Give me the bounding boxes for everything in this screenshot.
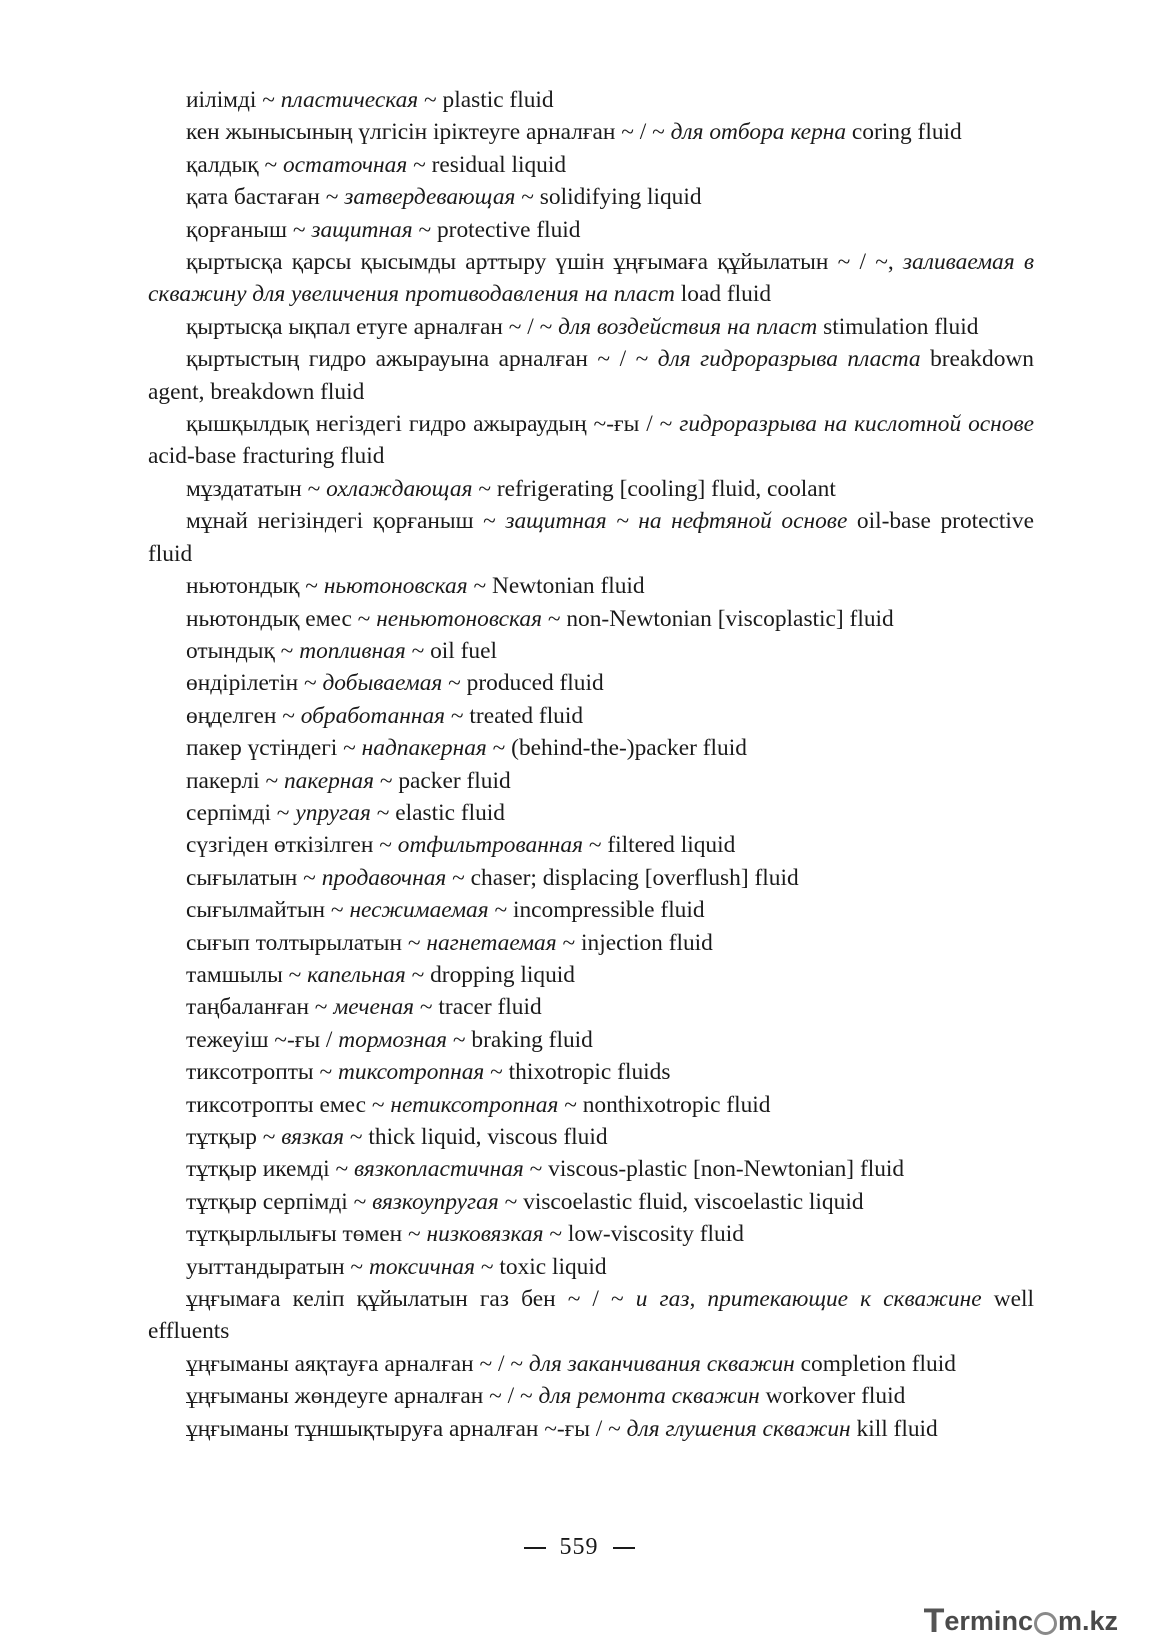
entry-kazakh: қорғаныш ~: [186, 216, 306, 243]
entry-kazakh: пакер үстіндегі ~: [186, 735, 356, 762]
entry-english: ~ toxic liquid: [480, 1253, 607, 1280]
dictionary-entry: [148, 1283, 1034, 1348]
dictionary-entry: [148, 1056, 1034, 1088]
dictionary-entry: [148, 1251, 1034, 1283]
entry-russian: тиксотропная: [338, 1059, 485, 1086]
entry-english: ~ tracer fluid: [419, 994, 542, 1021]
entry-kazakh: ұңғыманы жөндеуге арналған ~ / ~: [186, 1383, 533, 1410]
entry-russian: затвердевающая: [344, 184, 516, 211]
entry-english: ~ residual liquid: [413, 151, 567, 178]
dictionary-entry: [148, 570, 1034, 602]
entry-russian: вязкопластичная: [354, 1156, 524, 1183]
entry-russian: и газ, притекающие к скважине: [635, 1286, 982, 1313]
page-number-dash-right: [613, 1547, 635, 1549]
entry-kazakh: тамшылы ~: [186, 961, 302, 988]
dictionary-entry: [148, 343, 1034, 408]
entry-english: ~ protective fluid: [418, 216, 581, 243]
dictionary-entry: [148, 829, 1034, 861]
entry-russian: для заканчивания скважин: [528, 1350, 795, 1377]
entry-russian: для глушения скважин: [626, 1415, 851, 1442]
entry-english: ~ dropping liquid: [411, 961, 576, 988]
entry-kazakh: қалдық ~: [186, 151, 278, 178]
dictionary-entry: [148, 1024, 1034, 1056]
dictionary-entry: [148, 181, 1034, 213]
entry-kazakh: тиксотропты ~: [186, 1059, 333, 1086]
entry-kazakh: сығылатын ~: [186, 864, 316, 891]
dictionary-entry: [148, 1348, 1034, 1380]
logo-text-2: c: [1017, 1606, 1033, 1636]
entry-english: ~ elastic fluid: [376, 799, 506, 826]
entry-english: ~ oil fuel: [411, 637, 497, 664]
entry-kazakh: өндірілетін ~: [186, 670, 317, 697]
magnifier-icon: [1034, 1612, 1057, 1635]
dictionary-entry: [148, 408, 1034, 473]
entry-russian: заливаемая в скважину для увеличения противодавления на пласт: [148, 249, 1034, 308]
entry-english: ~ plastic fluid: [424, 87, 554, 113]
entry-russian: защитная ~ на нефтяной основе: [505, 508, 848, 535]
entry-english: ~ chaser; displacing [overflush] fluid: [452, 864, 799, 891]
entry-russian: защитная: [311, 216, 413, 243]
entry-english: ~ viscoelastic fluid, viscoelastic liquid: [504, 1188, 864, 1215]
dictionary-entry: [148, 765, 1034, 797]
entry-english: ~ low-viscosity fluid: [549, 1221, 744, 1248]
entry-russian: гидроразрыва на кислотной основе: [679, 411, 1034, 438]
entry-russian: токсичная: [368, 1253, 475, 1280]
logo-text-1: ermin: [944, 1606, 1018, 1636]
entry-russian: для отбора керна: [670, 119, 847, 146]
dictionary-entry: [148, 1413, 1034, 1445]
entry-kazakh: серпімді ~: [186, 799, 290, 826]
entry-english: ~ viscous-plastic [non-Newtonian] fluid: [529, 1156, 905, 1183]
entry-russian: упругая: [295, 799, 371, 826]
entry-english: well effluents: [148, 1286, 1034, 1345]
entry-russian: обработанная: [300, 702, 446, 729]
entry-kazakh: сығылмайтын ~: [186, 897, 344, 924]
entry-russian: меченая: [333, 994, 415, 1021]
dictionary-entries: [148, 84, 1034, 1445]
dictionary-entry: [148, 1186, 1034, 1218]
dictionary-entry: [148, 1153, 1034, 1185]
dictionary-entry: [148, 603, 1034, 635]
entry-kazakh: сүзгіден өткізілген ~: [186, 832, 392, 859]
dictionary-entry: [148, 862, 1034, 894]
dictionary-entry: [148, 214, 1034, 246]
entry-russian: ньютоновская: [323, 573, 468, 600]
entry-english: stimulation fluid: [823, 313, 979, 340]
entry-kazakh: тұтқыр серпімді ~: [186, 1188, 367, 1215]
entry-english: ~ incompressible fluid: [494, 897, 705, 924]
entry-kazakh: кен жынысының үлгісін іріктеуге арналған ~ / ~: [186, 119, 665, 146]
logo-t-letter: T: [923, 1602, 945, 1640]
entry-english: acid-base fracturing fluid: [148, 443, 385, 470]
dictionary-entry: [148, 84, 1034, 116]
entry-kazakh: тежеуіш ~-ғы /: [186, 1026, 333, 1053]
entry-kazakh: пакерлі ~: [186, 767, 279, 794]
page-number: [0, 1534, 1158, 1561]
dictionary-entry: [148, 116, 1034, 148]
entry-russian: остаточная: [282, 151, 408, 178]
entry-english: ~ Newtonian fluid: [473, 573, 645, 600]
entry-russian: вязкоупругая: [372, 1188, 499, 1215]
dictionary-entry: [148, 797, 1034, 829]
entry-english: load fluid: [680, 281, 772, 308]
entry-kazakh: қыртыстың гидро ажырауына арналған ~ / ~: [186, 346, 649, 373]
dictionary-entry: [148, 700, 1034, 732]
dictionary-entry: [148, 149, 1034, 181]
entry-kazakh: тұтқыр икемді ~: [186, 1156, 349, 1183]
entry-english: ~ injection fluid: [562, 929, 713, 956]
dictionary-entry: [148, 894, 1034, 926]
entry-russian: вязкая: [281, 1124, 345, 1150]
entry-kazakh: отындық ~: [186, 637, 294, 664]
entry-russian: несжимаемая: [349, 897, 489, 924]
entry-kazakh: ньютондық емес ~: [186, 605, 371, 632]
entry-english: coring fluid: [851, 119, 962, 146]
entry-kazakh: өңделген ~: [186, 702, 295, 729]
entry-russian: охлаждающая: [326, 475, 473, 502]
entry-english: ~ thick liquid, viscous fluid: [349, 1124, 608, 1150]
entry-russian: топливная: [299, 637, 406, 664]
entry-english: ~ filtered liquid: [588, 832, 736, 859]
termincom-logo: [924, 1602, 1118, 1641]
entry-english: completion fluid: [800, 1350, 956, 1377]
entry-russian: нагнетаемая: [426, 929, 557, 956]
entry-russian: пакерная: [283, 767, 374, 794]
entry-english: ~ packer fluid: [379, 767, 511, 794]
entry-kazakh: қыртысқа ықпал етуге арналған ~ / ~: [186, 313, 553, 340]
dictionary-entry: [148, 311, 1034, 343]
dictionary-entry: [148, 732, 1034, 764]
entry-kazakh: қата бастаған ~: [186, 184, 339, 211]
entry-russian: продавочная: [321, 864, 447, 891]
entry-english: ~ braking fluid: [452, 1026, 593, 1053]
dictionary-entry: [148, 246, 1034, 311]
entry-russian: низковязкая: [426, 1221, 544, 1248]
entry-kazakh: қышқылдық негіздегі гидро ажыраудың ~-ғы / ~: [186, 411, 673, 438]
page-number-value: 559: [559, 1534, 599, 1560]
entry-kazakh: уыттандыратын ~: [186, 1253, 364, 1280]
entry-english: ~ produced fluid: [448, 670, 604, 697]
dictionary-entry: [148, 959, 1034, 991]
entry-kazakh: тиксотропты емес ~: [186, 1091, 385, 1118]
entry-kazakh: сығып толтырылатын ~: [186, 929, 421, 956]
entry-kazakh: мұнай негізіндегі қорғаныш ~: [186, 508, 496, 535]
entry-english: ~ (behind-the-)packer fluid: [492, 735, 747, 762]
entry-kazakh: таңбаланған ~: [186, 994, 328, 1021]
entry-english: ~ non-Newtonian [viscoplastic] fluid: [547, 605, 894, 632]
entry-english: kill fluid: [856, 1415, 938, 1442]
dictionary-entry: [148, 505, 1034, 570]
entry-russian: добываемая: [322, 670, 443, 697]
entry-russian: нетиксотропная: [390, 1091, 559, 1118]
entry-kazakh: тұтқыр ~: [186, 1124, 276, 1150]
entry-russian: отфильтрованная: [397, 832, 583, 859]
entry-russian: надпакерная: [361, 735, 487, 762]
dictionary-entry: [148, 1121, 1034, 1153]
page-number-dash-left: [524, 1547, 546, 1549]
entry-russian: тормозная: [338, 1026, 448, 1053]
dictionary-entry: [148, 1380, 1034, 1412]
entry-kazakh: мұздататын ~: [186, 475, 321, 502]
logo-text-3: m.kz: [1057, 1606, 1118, 1636]
entry-english: workover fluid: [765, 1383, 906, 1410]
entry-russian: неньютоновская: [376, 605, 542, 632]
entry-english: breakdown agent, breakdown fluid: [148, 346, 1034, 405]
entry-kazakh: ұңғыманы аяқтауға арналған ~ / ~: [186, 1350, 524, 1377]
entry-russian: капельная: [307, 961, 406, 988]
entry-english: ~ nonthixotropic fluid: [564, 1091, 771, 1118]
dictionary-entry: [148, 991, 1034, 1023]
dictionary-entry: [148, 667, 1034, 699]
entry-kazakh: тұтқырлылығы төмен ~: [186, 1221, 421, 1248]
dictionary-entry: [148, 1089, 1034, 1121]
entry-kazakh: ұңғыманы тұншықтыруға арналған ~-ғы / ~: [186, 1415, 621, 1442]
entry-kazakh: иілімді ~: [186, 87, 275, 113]
dictionary-entry: [148, 473, 1034, 505]
entry-russian: пластическая: [280, 87, 419, 113]
entry-english: ~ refrigerating [cooling] fluid, coolant: [478, 475, 836, 502]
dictionary-entry: [148, 1218, 1034, 1250]
entry-english: ~ treated fluid: [450, 702, 584, 729]
entry-kazakh: ньютондық ~: [186, 573, 318, 600]
dictionary-entry: [148, 927, 1034, 959]
entry-english: ~ thixotropic fluids: [490, 1059, 671, 1086]
dictionary-entry: [148, 635, 1034, 667]
entry-russian: для гидроразрыва пласта: [657, 346, 921, 373]
entry-english: ~ solidifying liquid: [521, 184, 702, 211]
entry-english: oil-base protective fluid: [148, 508, 1034, 567]
entry-kazakh: ұңғымаға келіп құйылатын газ бен ~ / ~: [186, 1286, 624, 1313]
entry-kazakh: қыртысқа қарсы қысымды арттыру үшін ұңғымаға құйылатын ~ / ~,: [186, 249, 894, 276]
entry-russian: для ремонта скважин: [538, 1383, 760, 1410]
entry-russian: для воздействия на пласт: [558, 313, 818, 340]
